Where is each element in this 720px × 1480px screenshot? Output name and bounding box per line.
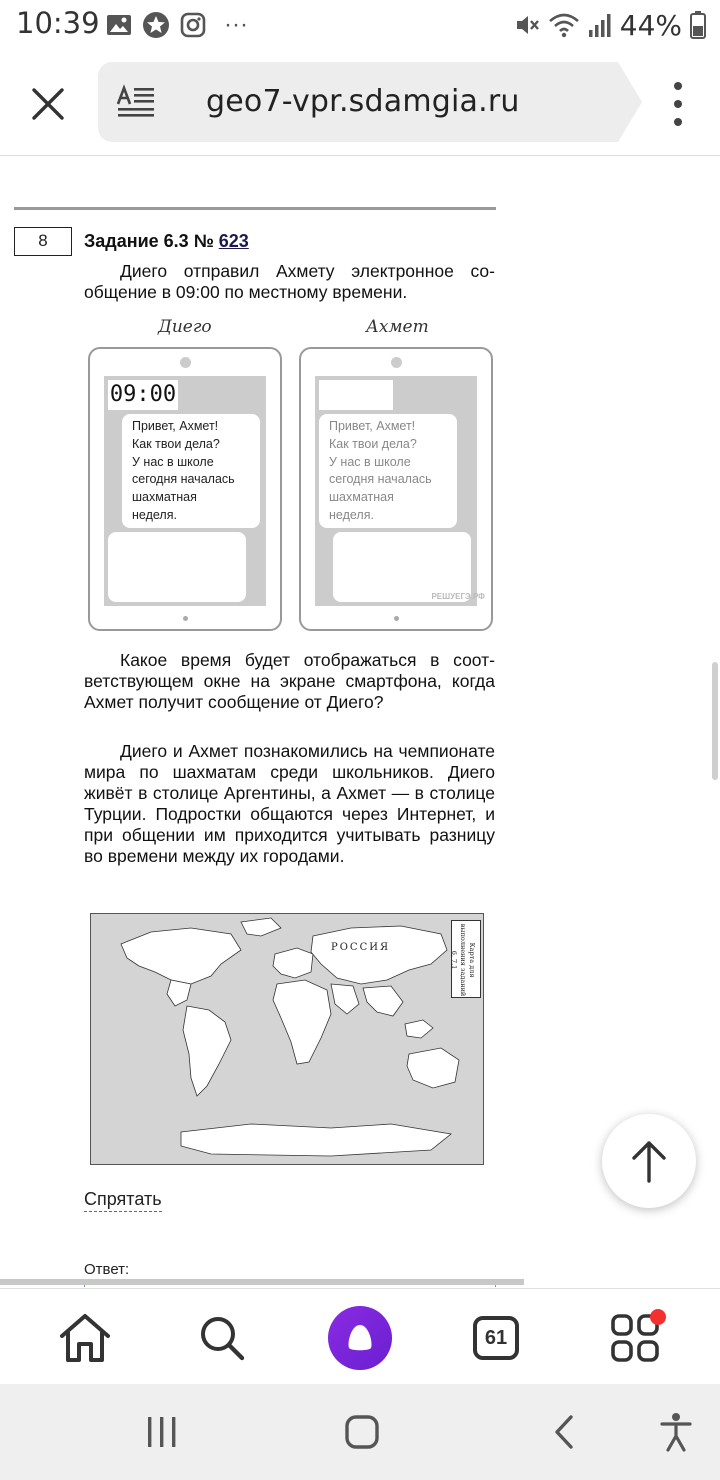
message-line: шахматная (329, 490, 394, 505)
answer-label: Ответ: (84, 1261, 130, 1278)
recent-apps-button[interactable] (132, 1406, 192, 1458)
star-badge-icon (142, 11, 170, 39)
page-content[interactable] (0, 157, 720, 1287)
message-line: сегодня началась (329, 472, 432, 487)
tabs-count: 61 (473, 1316, 519, 1360)
reader-mode-icon[interactable] (116, 84, 156, 120)
message-bubble (319, 414, 457, 528)
address-bar[interactable] (98, 62, 618, 142)
system-icons (514, 8, 706, 42)
message-line: неделя. (329, 507, 374, 522)
message-bubble (122, 414, 260, 528)
system-nav-bar (0, 1384, 720, 1480)
battery-icon (690, 11, 706, 39)
home-icon (57, 1312, 113, 1364)
address-bar-arrow (618, 62, 642, 142)
message-line: Как твои дела? (329, 436, 417, 451)
browser-bottom-bar (0, 1288, 720, 1384)
reply-area (108, 532, 246, 602)
task-number-box: 8 (14, 227, 72, 256)
tabs-button[interactable] (461, 1303, 531, 1373)
world-map (90, 913, 484, 1165)
map-legend-text: Карта для выполнения заданий 6, 7.1 (450, 923, 476, 997)
browser-menu-button[interactable] (666, 82, 690, 126)
gallery-icon (106, 13, 132, 37)
system-home-button[interactable] (332, 1406, 392, 1458)
close-button[interactable] (22, 78, 74, 130)
url-text[interactable]: geo7-vpr.sdamgia.ru (206, 84, 520, 119)
menu-dot (674, 118, 682, 126)
mute-icon (514, 12, 540, 38)
phone-screen (104, 376, 266, 606)
alice-icon (328, 1306, 392, 1370)
phone-left-label: Диего (158, 317, 212, 337)
menu-dot (674, 82, 682, 90)
search-icon (198, 1314, 246, 1362)
search-button[interactable] (187, 1303, 257, 1373)
phone-home-dot (394, 616, 399, 621)
more-notifications-icon: ··· (224, 11, 248, 38)
task-context: Диего и Ахмет познакомились на чемпионате мира по шахматам среди школьников. Диего живёт в столице Аргентины, а Ахмет — в столице Турции. Подростки общаются через Интернет, и при общении им приходится учитывать разницу во времени между их городами. (84, 741, 495, 866)
scroll-to-top-button[interactable] (602, 1114, 696, 1208)
accessibility-icon (659, 1412, 693, 1452)
wifi-icon (548, 12, 580, 38)
message-line: сегодня началась (132, 472, 235, 487)
phone-screen (315, 376, 477, 606)
notification-icons (106, 10, 248, 40)
home-button[interactable] (50, 1303, 120, 1373)
status-bar (0, 0, 720, 52)
menu-dot (674, 100, 682, 108)
phone-camera (180, 357, 191, 368)
browser-toolbar (0, 52, 720, 156)
message-line: У нас в школе (329, 454, 411, 469)
message-line: У нас в школе (132, 454, 214, 469)
status-time: 10:39 (16, 6, 100, 40)
message-line: Как твои дела? (132, 436, 220, 451)
notification-badge (650, 1309, 666, 1325)
map-legend (451, 920, 481, 998)
task-title (84, 231, 249, 252)
signal-icon (588, 12, 612, 38)
accessibility-button[interactable] (646, 1406, 706, 1458)
home-square-icon (344, 1414, 380, 1450)
message-line: шахматная (132, 490, 197, 505)
alice-assistant-button[interactable] (325, 1303, 395, 1373)
back-chevron-icon (551, 1414, 577, 1450)
map-label-russia: РОССИЯ (331, 942, 391, 953)
close-icon (31, 87, 65, 121)
task-id-link[interactable]: 623 (218, 231, 249, 251)
watermark: РЕШУЕГЭ.РФ (431, 592, 485, 601)
arrow-up-icon (629, 1139, 669, 1183)
battery-percent: 44% (619, 8, 682, 42)
task-title-prefix: Задание 6.3 № (84, 231, 219, 251)
services-button[interactable] (600, 1303, 670, 1373)
back-button[interactable] (534, 1406, 594, 1458)
phone-diego (88, 347, 282, 631)
phones-illustration (88, 317, 498, 637)
divider (14, 207, 496, 210)
world-map-outline (91, 914, 484, 1165)
phone-clock: 09:00 (108, 380, 178, 410)
phone-clock-empty (319, 380, 393, 410)
task-question: Какое время будет отображаться в соответствующем окне на экране смартфона, когда Ахмет получит сообщение от Диего? (84, 650, 495, 712)
phone-home-dot (183, 616, 188, 621)
task-intro: Диего отправил Ахмету электронное сообщение в 09:00 по местному времени. (84, 261, 495, 302)
message-line: Привет, Ахмет! (132, 419, 219, 433)
message-line: Привет, Ахмет! (329, 419, 416, 433)
message-line: неделя. (132, 507, 177, 522)
instagram-icon (180, 12, 206, 38)
vertical-scrollbar[interactable] (712, 662, 718, 780)
horizontal-scrollbar[interactable] (0, 1279, 524, 1285)
recent-apps-icon (145, 1415, 179, 1449)
hide-link[interactable]: Спрятать (84, 1189, 162, 1212)
phone-right-label: Ахмет (366, 317, 429, 337)
phone-akhmet (299, 347, 493, 631)
phone-camera (391, 357, 402, 368)
